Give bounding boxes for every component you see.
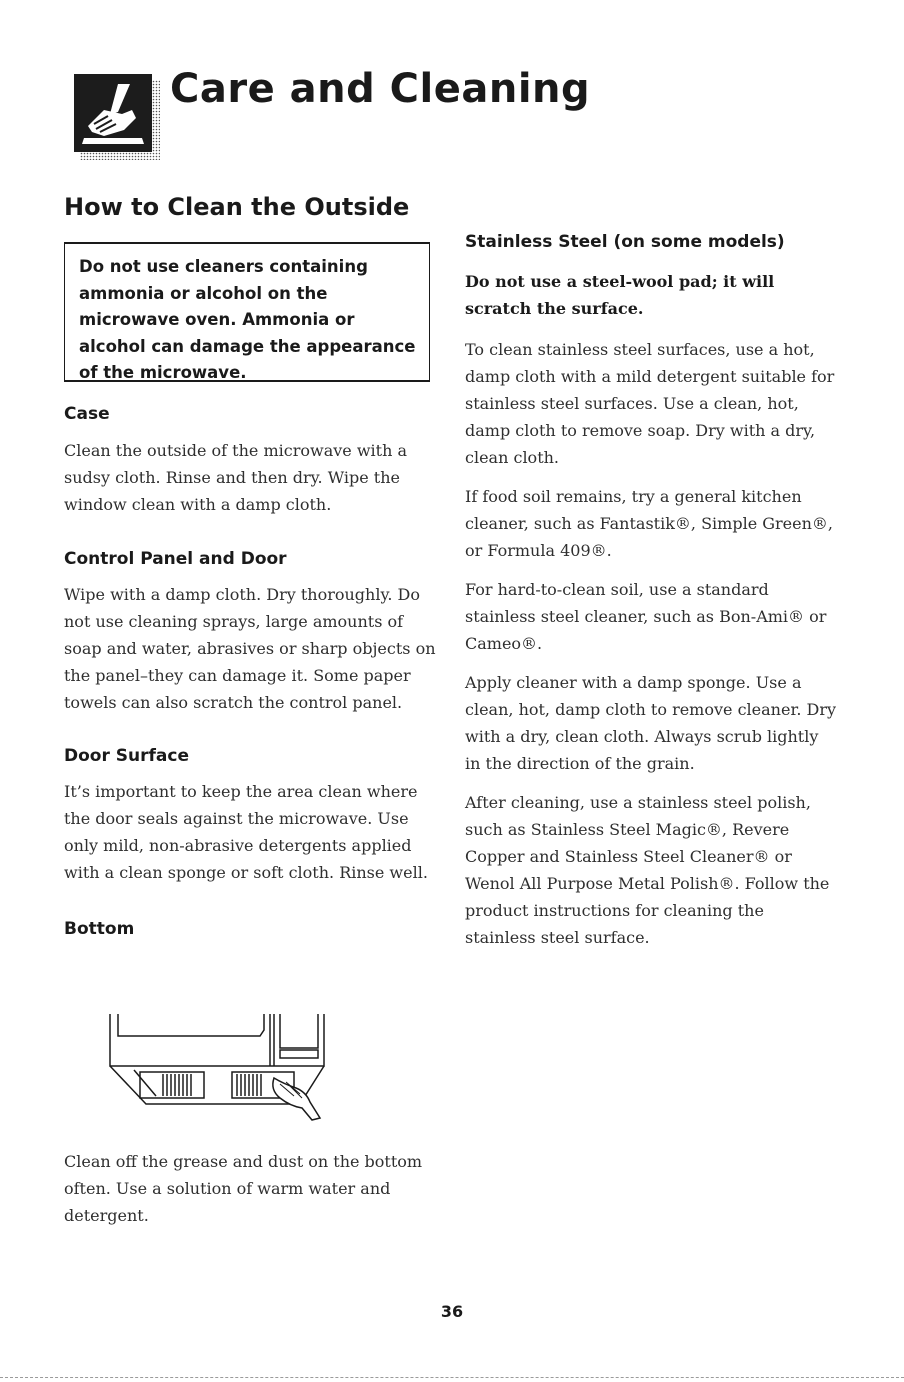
bottom-heading: Bottom bbox=[64, 919, 135, 939]
right-column bbox=[465, 232, 837, 951]
section-title: How to Clean the Outside bbox=[64, 193, 410, 221]
hand-cleaning-icon bbox=[74, 74, 160, 160]
page-title: Care and Cleaning bbox=[170, 66, 591, 112]
stainless-heading: Stainless Steel (on some models) bbox=[465, 232, 785, 252]
stainless-paragraph-4: Apply cleaner with a damp sponge. Use a clean, hot, damp cloth to remove cleaner. Dry with a dry, clean cloth. Always scrub lightly in the direction of the grain. bbox=[465, 673, 837, 773]
control-panel-heading: Control Panel and Door bbox=[64, 549, 287, 569]
page-number: 36 bbox=[440, 1302, 464, 1321]
door-surface-text: It’s important to keep the area clean where the door seals against the microwave. Use only mild, non-abrasive detergents applied with a clean sponge or soft cloth. Rinse well. bbox=[64, 782, 428, 882]
stainless-paragraph-1: To clean stainless steel surfaces, use a hot, damp cloth with a mild detergent suitable for stainless steel surfaces. Use a clean, hot, damp cloth to remove soap. Dry with a dry, clean cloth. bbox=[465, 340, 835, 467]
stainless-paragraph-2: If food soil remains, try a general kitchen cleaner, such as Fantastik®, Simple Green®, or Formula 409®. bbox=[465, 487, 833, 560]
microwave-bottom-cleaning-illustration bbox=[104, 1014, 330, 1122]
control-panel-text: Wipe with a damp cloth. Dry thoroughly. Do not use cleaning sprays, large amounts of soap and water, abrasives or sharp objects on the panel–they can damage it. Some paper towels can also scratch the control panel. bbox=[64, 585, 436, 712]
bottom-text-block bbox=[64, 1148, 436, 1229]
bottom-text: Clean off the grease and dust on the bottom often. Use a solution of warm water and detergent. bbox=[64, 1152, 423, 1225]
left-column bbox=[64, 400, 436, 939]
stainless-paragraph-5: After cleaning, use a stainless steel polish, such as Stainless Steel Magic®, Revere Copper and Stainless Steel Cleaner® or Wenol All Purpose Metal Polish®. Follow the product instructions for cleaning the stainless steel surface. bbox=[465, 793, 830, 947]
door-surface-heading: Door Surface bbox=[64, 746, 189, 766]
page-bottom-rule bbox=[0, 1377, 904, 1378]
case-heading: Case bbox=[64, 404, 110, 424]
steel-wool-warning: Do not use a steel-wool pad; it will scratch the surface. bbox=[465, 272, 775, 318]
ammonia-warning-box: Do not use cleaners containing ammonia or alcohol on the microwave oven. Ammonia or alcohol can damage the appearance of the microwave. bbox=[64, 242, 430, 382]
case-text: Clean the outside of the microwave with a sudsy cloth. Rinse and then dry. Wipe the window clean with a damp cloth. bbox=[64, 441, 407, 514]
stainless-paragraph-3: For hard-to-clean soil, use a standard stainless steel cleaner, such as Bon-Ami® or Cameo®. bbox=[465, 580, 827, 653]
